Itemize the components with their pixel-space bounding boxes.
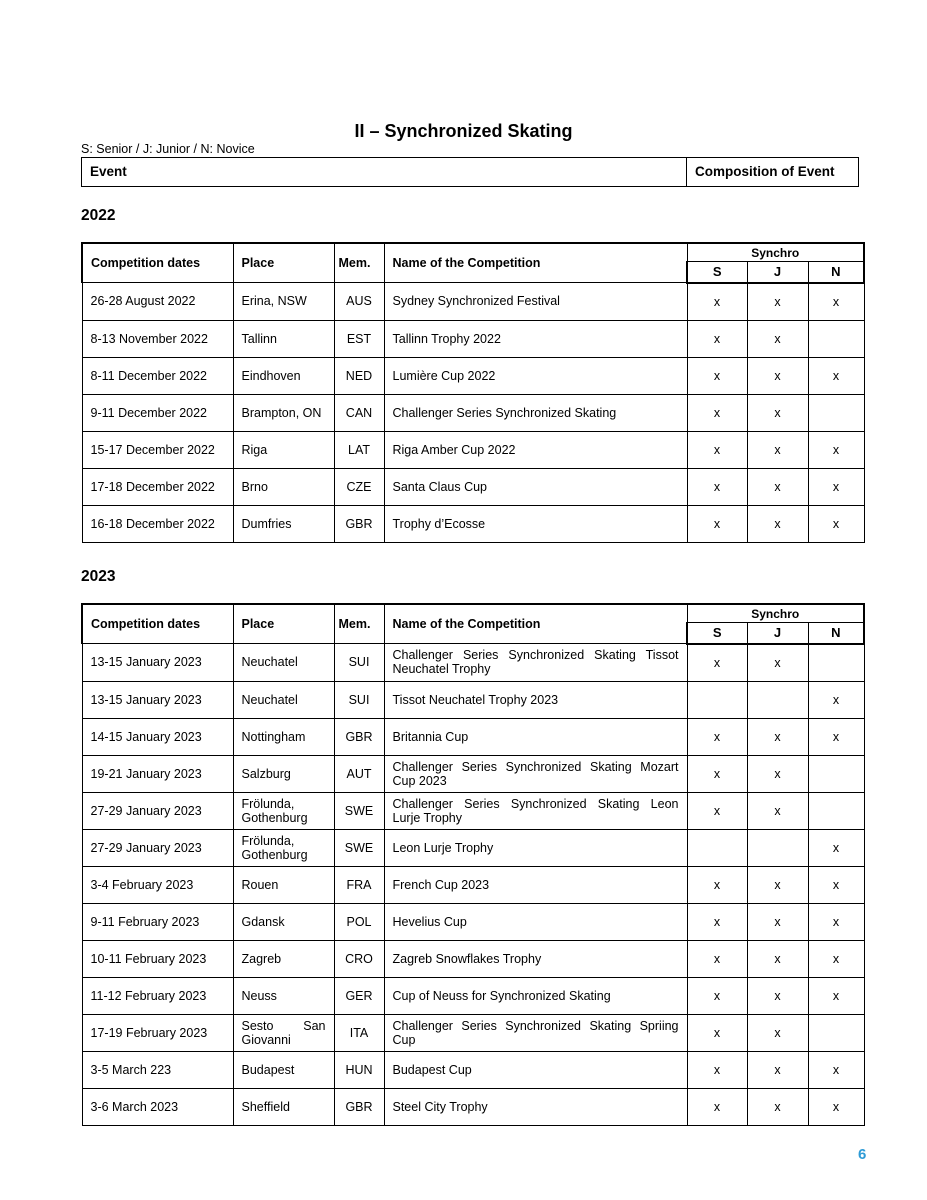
cell-place: Tallinn <box>233 320 334 357</box>
cell-novice: x <box>808 505 864 542</box>
cell-competition-name: Tallinn Trophy 2022 <box>384 320 687 357</box>
cell-place: Zagreb <box>233 940 334 977</box>
cell-senior: x <box>687 644 747 682</box>
cell-place: Eindhoven <box>233 357 334 394</box>
cell-novice: x <box>808 431 864 468</box>
cell-member: HUN <box>334 1051 384 1088</box>
cell-junior: x <box>747 320 808 357</box>
cell-junior <box>747 681 808 718</box>
cell-novice: x <box>808 718 864 755</box>
cell-junior: x <box>747 977 808 1014</box>
cell-junior: x <box>747 644 808 682</box>
cell-place: Neuss <box>233 977 334 1014</box>
cell-senior: x <box>687 1014 747 1051</box>
col-senior: S <box>687 262 747 283</box>
cell-member: LAT <box>334 431 384 468</box>
cell-novice <box>808 792 864 829</box>
table-row <box>82 505 864 542</box>
cell-dates: 16-18 December 2022 <box>82 505 233 542</box>
col-junior: J <box>747 623 808 644</box>
col-competition-dates: Competition dates <box>82 243 233 283</box>
cell-competition-name: Tissot Neuchatel Trophy 2023 <box>384 681 687 718</box>
table-row <box>82 283 864 321</box>
cell-novice: x <box>808 681 864 718</box>
cell-member: POL <box>334 903 384 940</box>
cell-novice: x <box>808 829 864 866</box>
cell-junior: x <box>747 394 808 431</box>
cell-senior: x <box>687 468 747 505</box>
table-row <box>82 394 864 431</box>
cell-competition-name: Challenger Series Synchronized Skating Leon Lurje Trophy <box>384 792 687 829</box>
cell-senior: x <box>687 718 747 755</box>
cell-dates: 14-15 January 2023 <box>82 718 233 755</box>
cell-place: Frölunda, Gothenburg <box>233 792 334 829</box>
event-column-header: Event <box>82 158 687 187</box>
cell-member: AUT <box>334 755 384 792</box>
cell-dates: 11-12 February 2023 <box>82 977 233 1014</box>
col-novice: N <box>808 623 864 644</box>
cell-member: GBR <box>334 505 384 542</box>
cell-place: Gdansk <box>233 903 334 940</box>
cell-place: Sheffield <box>233 1088 334 1125</box>
cell-senior <box>687 681 747 718</box>
table-row <box>82 903 864 940</box>
cell-dates: 3-6 March 2023 <box>82 1088 233 1125</box>
cell-novice <box>808 755 864 792</box>
cell-competition-name: Cup of Neuss for Synchronized Skating <box>384 977 687 1014</box>
table-row <box>82 792 864 829</box>
cell-junior: x <box>747 940 808 977</box>
cell-novice: x <box>808 903 864 940</box>
table-row <box>82 644 864 682</box>
cell-competition-name: French Cup 2023 <box>384 866 687 903</box>
col-junior: J <box>747 262 808 283</box>
table-row <box>82 1051 864 1088</box>
cell-competition-name: Lumière Cup 2022 <box>384 357 687 394</box>
cell-competition-name: Zagreb Snowflakes Trophy <box>384 940 687 977</box>
cell-place: Nottingham <box>233 718 334 755</box>
cell-junior: x <box>747 283 808 321</box>
cell-competition-name: Challenger Series Synchronized Skating Tissot Neuchatel Trophy <box>384 644 687 682</box>
cell-junior <box>747 829 808 866</box>
cell-senior: x <box>687 1051 747 1088</box>
cell-senior: x <box>687 903 747 940</box>
cell-dates: 19-21 January 2023 <box>82 755 233 792</box>
col-novice: N <box>808 262 864 283</box>
cell-place: Neuchatel <box>233 644 334 682</box>
cell-dates: 10-11 February 2023 <box>82 940 233 977</box>
cell-dates: 15-17 December 2022 <box>82 431 233 468</box>
col-place: Place <box>233 243 334 283</box>
cell-senior: x <box>687 977 747 1014</box>
cell-place: Salzburg <box>233 755 334 792</box>
cell-competition-name: Santa Claus Cup <box>384 468 687 505</box>
cell-novice: x <box>808 866 864 903</box>
cell-senior: x <box>687 283 747 321</box>
cell-novice: x <box>808 283 864 321</box>
cell-member: CZE <box>334 468 384 505</box>
cell-senior: x <box>687 320 747 357</box>
year-heading-2022: 2022 <box>81 207 116 224</box>
cell-novice <box>808 644 864 682</box>
cell-place: Frölunda, Gothenburg <box>233 829 334 866</box>
category-legend: S: Senior / J: Junior / N: Novice <box>81 142 255 156</box>
cell-novice: x <box>808 468 864 505</box>
competition-table-2023 <box>81 603 865 1126</box>
cell-member: GER <box>334 977 384 1014</box>
col-member: Mem. <box>334 243 384 283</box>
cell-novice: x <box>808 1051 864 1088</box>
cell-place: Brno <box>233 468 334 505</box>
cell-novice <box>808 1014 864 1051</box>
cell-junior: x <box>747 866 808 903</box>
cell-senior: x <box>687 940 747 977</box>
cell-member: SWE <box>334 829 384 866</box>
cell-senior: x <box>687 505 747 542</box>
col-synchro: Synchro <box>687 604 864 623</box>
cell-place: Budapest <box>233 1051 334 1088</box>
cell-competition-name: Sydney Synchronized Festival <box>384 283 687 321</box>
cell-junior: x <box>747 357 808 394</box>
cell-senior: x <box>687 431 747 468</box>
cell-member: EST <box>334 320 384 357</box>
cell-member: ITA <box>334 1014 384 1051</box>
table-row <box>82 977 864 1014</box>
cell-member: FRA <box>334 866 384 903</box>
col-place: Place <box>233 604 334 644</box>
cell-junior: x <box>747 468 808 505</box>
cell-competition-name: Trophy d’Ecosse <box>384 505 687 542</box>
cell-senior <box>687 829 747 866</box>
cell-competition-name: Hevelius Cup <box>384 903 687 940</box>
cell-dates: 13-15 January 2023 <box>82 644 233 682</box>
table-row <box>82 468 864 505</box>
table-row <box>82 829 864 866</box>
competition-table-2022 <box>81 242 865 543</box>
cell-member: SUI <box>334 681 384 718</box>
cell-junior: x <box>747 755 808 792</box>
cell-junior: x <box>747 431 808 468</box>
cell-dates: 3-4 February 2023 <box>82 866 233 903</box>
event-header-table <box>81 157 859 187</box>
year-heading-2023: 2023 <box>81 568 116 585</box>
cell-competition-name: Steel City Trophy <box>384 1088 687 1125</box>
cell-dates: 17-18 December 2022 <box>82 468 233 505</box>
cell-junior: x <box>747 1051 808 1088</box>
cell-member: CRO <box>334 940 384 977</box>
cell-member: GBR <box>334 1088 384 1125</box>
cell-novice: x <box>808 1088 864 1125</box>
cell-senior: x <box>687 792 747 829</box>
cell-senior: x <box>687 1088 747 1125</box>
cell-novice <box>808 320 864 357</box>
table-row <box>82 755 864 792</box>
table-row <box>82 1014 864 1051</box>
cell-dates: 26-28 August 2022 <box>82 283 233 321</box>
table-row <box>82 431 864 468</box>
cell-senior: x <box>687 357 747 394</box>
table-row <box>82 357 864 394</box>
cell-place: Neuchatel <box>233 681 334 718</box>
cell-place: Riga <box>233 431 334 468</box>
cell-member: CAN <box>334 394 384 431</box>
cell-junior: x <box>747 903 808 940</box>
cell-novice: x <box>808 357 864 394</box>
cell-member: AUS <box>334 283 384 321</box>
cell-dates: 3-5 March 223 <box>82 1051 233 1088</box>
cell-junior: x <box>747 1088 808 1125</box>
cell-senior: x <box>687 866 747 903</box>
cell-place: Erina, NSW <box>233 283 334 321</box>
col-senior: S <box>687 623 747 644</box>
cell-senior: x <box>687 394 747 431</box>
cell-place: Rouen <box>233 866 334 903</box>
cell-junior: x <box>747 718 808 755</box>
cell-junior: x <box>747 505 808 542</box>
table-row <box>82 940 864 977</box>
table-row <box>82 1088 864 1125</box>
cell-place: Brampton, ON <box>233 394 334 431</box>
cell-junior: x <box>747 1014 808 1051</box>
cell-member: SWE <box>334 792 384 829</box>
cell-competition-name: Britannia Cup <box>384 718 687 755</box>
cell-novice: x <box>808 977 864 1014</box>
table-row <box>82 320 864 357</box>
cell-place: Dumfries <box>233 505 334 542</box>
cell-novice <box>808 394 864 431</box>
table-row <box>82 718 864 755</box>
cell-competition-name: Budapest Cup <box>384 1051 687 1088</box>
cell-member: NED <box>334 357 384 394</box>
cell-dates: 13-15 January 2023 <box>82 681 233 718</box>
cell-senior: x <box>687 755 747 792</box>
composition-column-header: Composition of Event <box>687 158 859 187</box>
cell-competition-name: Riga Amber Cup 2022 <box>384 431 687 468</box>
col-competition-dates: Competition dates <box>82 604 233 644</box>
cell-dates: 8-11 December 2022 <box>82 357 233 394</box>
table-row <box>82 681 864 718</box>
page-number: 6 <box>858 1146 867 1163</box>
col-competition-name: Name of the Competition <box>384 243 687 283</box>
table-row <box>82 866 864 903</box>
cell-dates: 17-19 February 2023 <box>82 1014 233 1051</box>
cell-dates: 9-11 February 2023 <box>82 903 233 940</box>
col-competition-name: Name of the Competition <box>384 604 687 644</box>
cell-dates: 27-29 January 2023 <box>82 792 233 829</box>
cell-novice: x <box>808 940 864 977</box>
col-member: Mem. <box>334 604 384 644</box>
cell-member: GBR <box>334 718 384 755</box>
cell-competition-name: Challenger Series Synchronized Skating Spriing Cup <box>384 1014 687 1051</box>
cell-member: SUI <box>334 644 384 682</box>
cell-junior: x <box>747 792 808 829</box>
cell-competition-name: Challenger Series Synchronized Skating Mozart Cup 2023 <box>384 755 687 792</box>
cell-dates: 27-29 January 2023 <box>82 829 233 866</box>
page-title: II – Synchronized Skating <box>354 121 573 141</box>
cell-dates: 8-13 November 2022 <box>82 320 233 357</box>
cell-competition-name: Leon Lurje Trophy <box>384 829 687 866</box>
cell-dates: 9-11 December 2022 <box>82 394 233 431</box>
cell-competition-name: Challenger Series Synchronized Skating <box>384 394 687 431</box>
cell-place: Sesto San Giovanni <box>233 1014 334 1051</box>
col-synchro: Synchro <box>687 243 864 262</box>
